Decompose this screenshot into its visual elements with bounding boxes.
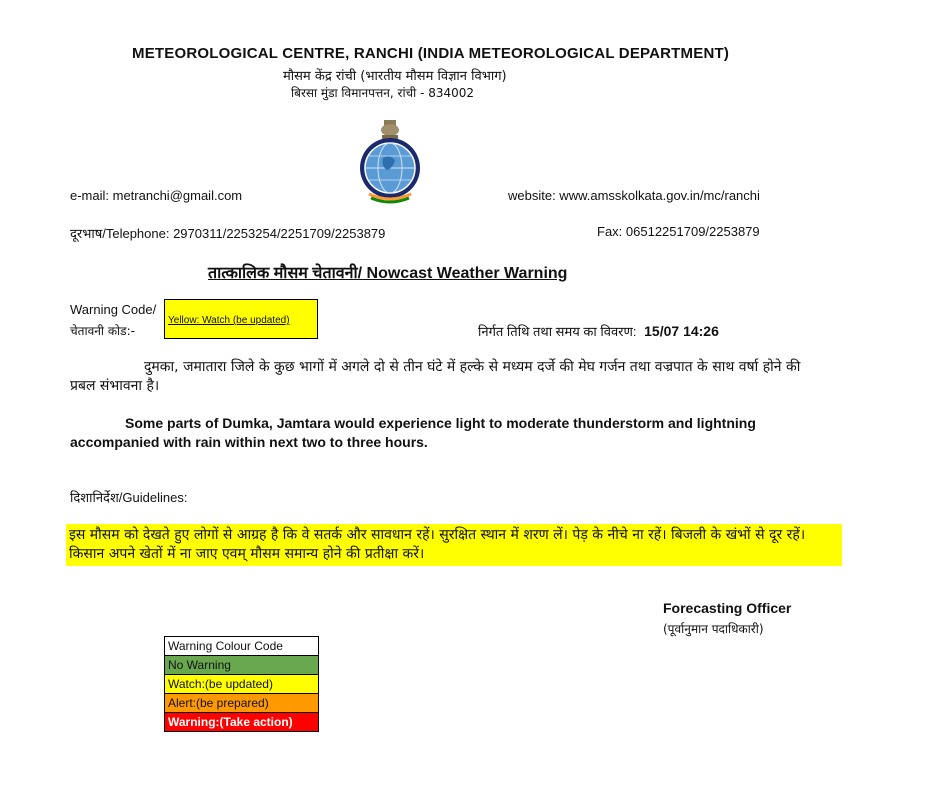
contact-fax: Fax: 06512251709/2253879	[597, 224, 760, 239]
contact-email: e-mail: metranchi@gmail.com	[70, 188, 243, 203]
officer-title-hindi: (पूर्वानुमान पदाधिकारी)	[663, 622, 764, 636]
warning-code-value: Yellow: Watch (be updated)	[168, 315, 290, 326]
guidelines-heading: दिशानिर्देश/Guidelines:	[70, 490, 188, 505]
warning-colour-legend	[164, 636, 319, 732]
contact-telephone: दूरभाष/Telephone: 2970311/2253254/2251709/2253879	[70, 226, 386, 241]
legend-item-watch: Watch:(be updated)	[165, 675, 319, 694]
legend-item-no-warning: No Warning	[165, 656, 319, 675]
org-title-english: METEOROLOGICAL CENTRE, RANCHI (INDIA METEOROLOGICAL DEPARTMENT)	[132, 45, 730, 62]
officer-title: Forecasting Officer	[663, 600, 792, 616]
warning-code-label-hindi: चेतावनी कोड:-	[70, 324, 135, 338]
legend-item-alert: Alert:(be prepared)	[165, 694, 319, 713]
guidelines-text: इस मौसम को देखते हुए लोगों से आग्रह है कि वे सतर्क और सावधान रहें। सुरक्षित स्थान में शरण लें। पेड़ के नीचे ना रहें। बिजली के खंभों से दूर रहें। किसान अपने खेतों में ना जाए एवम् मौसम समान्य होने की प्रतीक्षा करें।	[66, 524, 842, 566]
warning-message-hindi: दुमका, जमातारा जिले के कुछ भागों में अगले दो से तीन घंटे में हल्के से मध्यम दर्जे की मेघ गर्जन तथा वज्रपात के साथ वर्षा होने की प्रबल संभावना है।	[70, 359, 801, 394]
document-title: तात्कालिक मौसम चेतावनी/ Nowcast Weather Warning	[208, 265, 568, 282]
warning-code-box	[164, 299, 318, 339]
contact-website: website: www.amsskolkata.gov.in/mc/ranchi	[508, 188, 760, 203]
issue-datetime	[478, 322, 719, 340]
org-title-hindi: मौसम केंद्र रांची (भारतीय मौसम विज्ञान विभाग)	[283, 69, 507, 84]
warning-message-english: Some parts of Dumka, Jamtara would experience light to moderate thunderstorm and lightning accompanied with rain within next two to three hours.	[70, 415, 756, 450]
legend-item-warning: Warning:(Take action)	[165, 713, 319, 732]
issue-label: निर्गत तिथि तथा समय का विवरण:	[478, 324, 637, 339]
legend-heading: Warning Colour Code	[165, 637, 319, 656]
warning-code-label: Warning Code/	[70, 302, 157, 317]
imd-emblem-icon	[355, 118, 425, 204]
org-address: बिरसा मुंडा विमानपत्तन, रांची - 834002	[291, 86, 475, 100]
issue-value: 15/07 14:26	[644, 323, 719, 339]
